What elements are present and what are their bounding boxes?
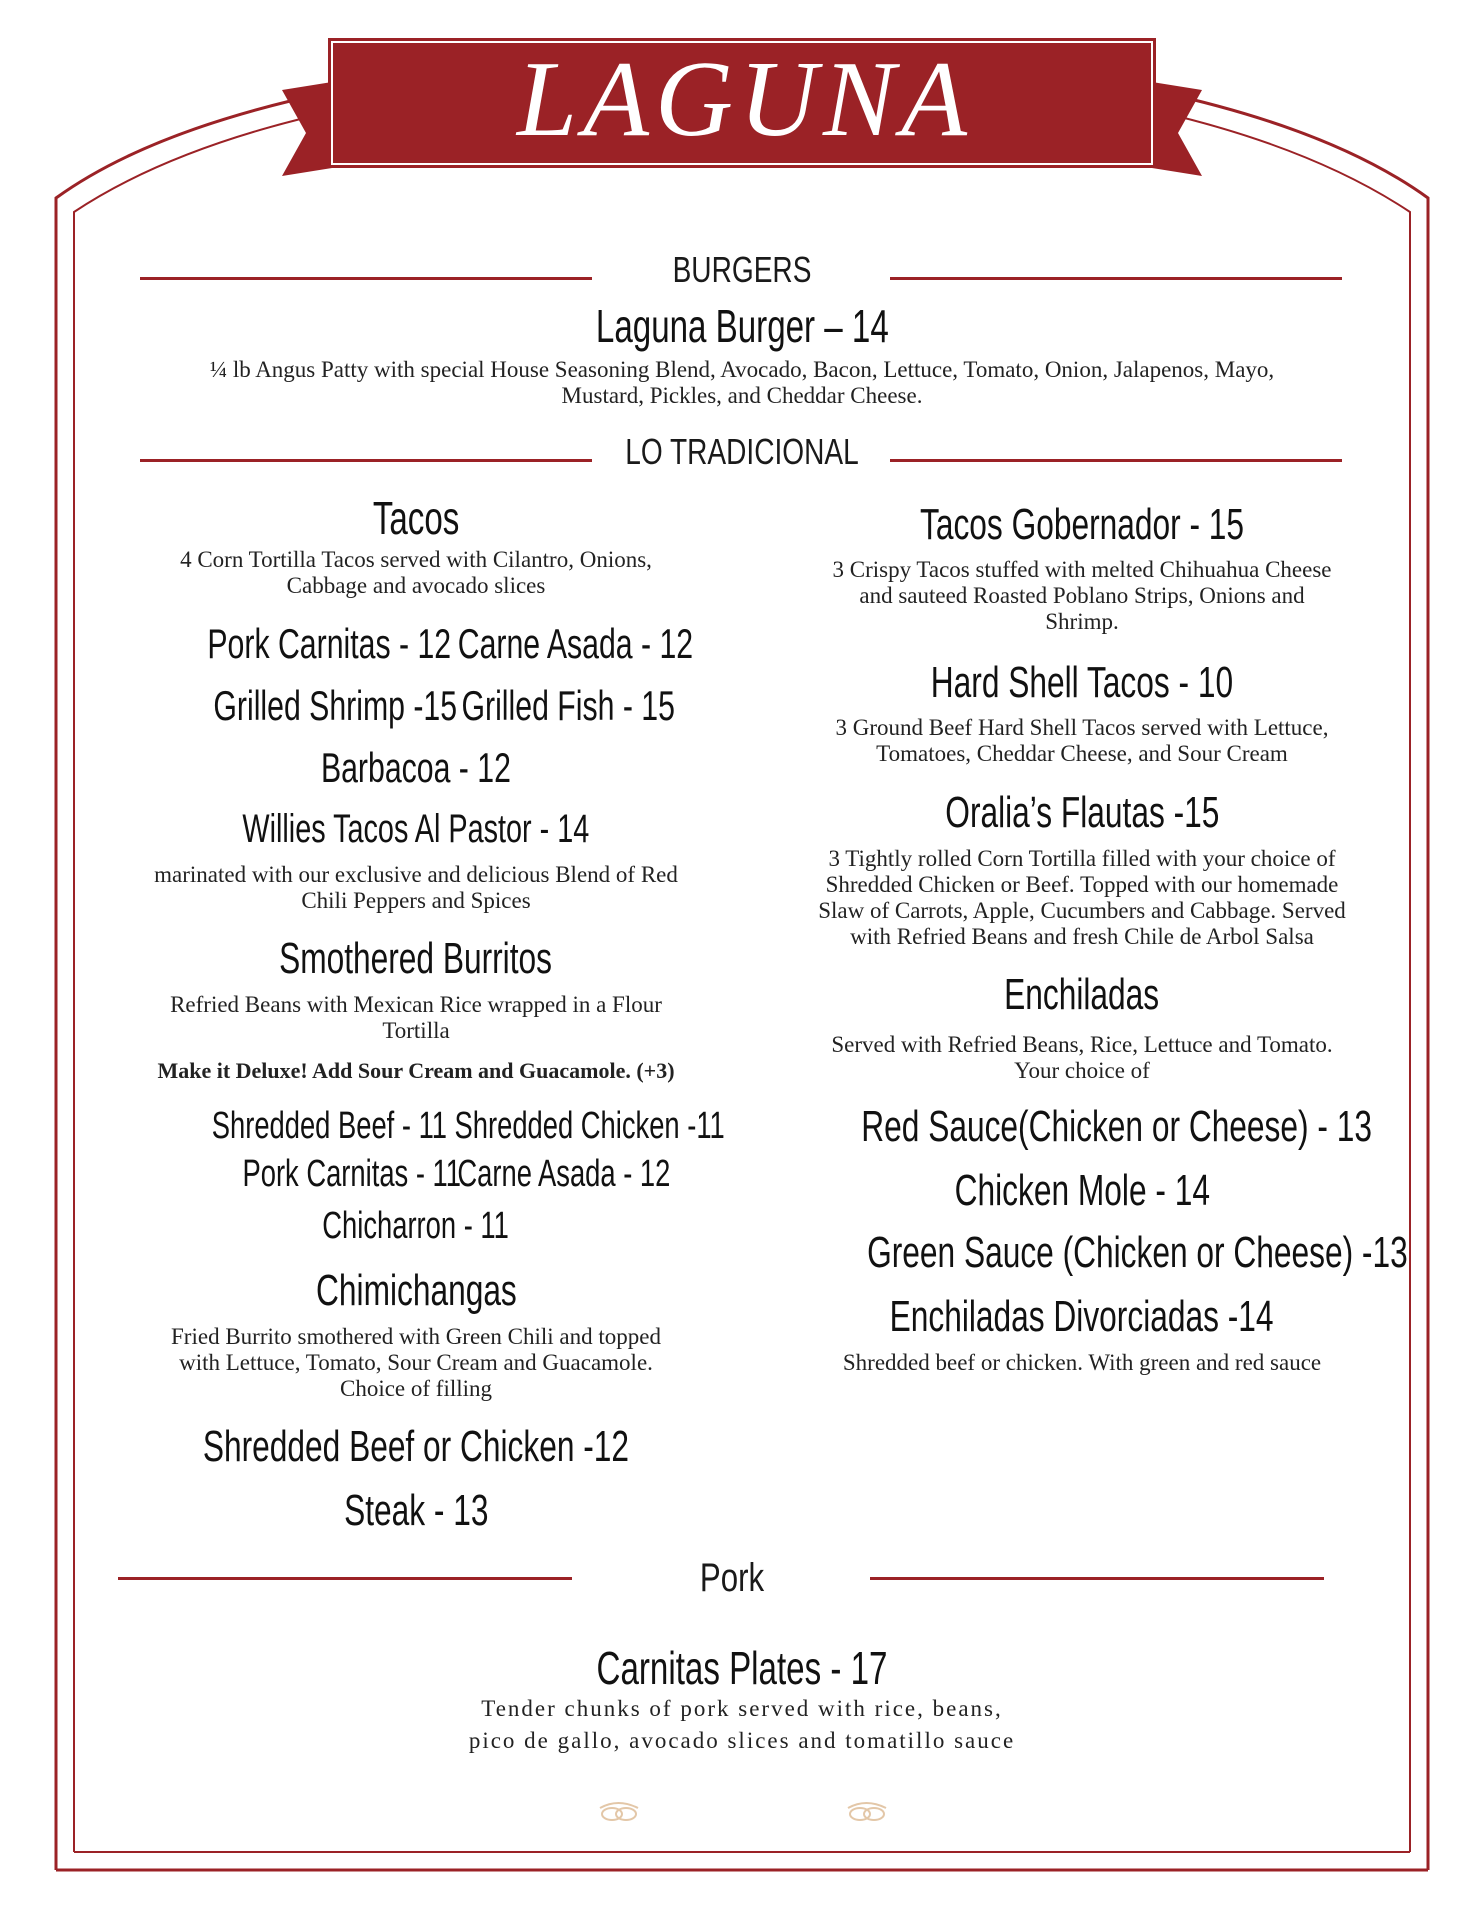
laguna-burger-desc-2: Mustard, Pickles, and Cheddar Cheese. [561, 383, 923, 408]
flautas-title: Oralia’s Flautas -15 [944, 788, 1220, 837]
chimichangas-desc-3: Choice of filling [339, 1376, 493, 1401]
section-rule [890, 277, 1342, 280]
section-rule [118, 1577, 572, 1580]
pork-header: Pork [699, 1556, 765, 1600]
gobernador-desc-1: 3 Crispy Tacos stuffed with melted Chihuahua Cheese [832, 557, 1332, 582]
burritos-option: Shredded Beef - 11 [211, 1105, 448, 1147]
chimichangas-desc-1: Fried Burrito smothered with Green Chili and topped [171, 1324, 661, 1349]
tacos-title: Tacos [372, 492, 460, 544]
enchiladas-option: Red Sauce(Chicken or Cheese) - 13 [861, 1102, 1372, 1151]
hard-shell-desc-2: Tomatoes, Cheddar Cheese, and Sour Cream [876, 741, 1288, 766]
section-rule [870, 1577, 1324, 1580]
chimichangas-title: Chimichangas [315, 1266, 517, 1315]
laguna-burger-title: Laguna Burger – 14 [595, 300, 889, 352]
gobernador-desc-3: Shrimp. [1045, 609, 1119, 634]
burritos-option: Carne Asada - 12 [457, 1153, 671, 1195]
chimichangas-option: Steak - 13 [343, 1486, 489, 1535]
chimichangas-option: Shredded Beef or Chicken -12 [202, 1422, 630, 1471]
al-pastor-desc-2: Chili Peppers and Spices [301, 888, 531, 913]
tacos-option: Grilled Fish - 15 [461, 682, 675, 729]
enchiladas-option: Chicken Mole - 14 [954, 1166, 1210, 1215]
hard-shell-title: Hard Shell Tacos - 10 [930, 658, 1234, 707]
tacos-option: Barbacoa - 12 [321, 744, 511, 791]
tacos-desc-1: 4 Corn Tortilla Tacos served with Cilantro, Onions, [180, 547, 652, 572]
laguna-burger-desc-1: ¼ lb Angus Patty with special House Seasoning Blend, Avocado, Bacon, Lettuce, Tomato, Onion, Jalapenos, Mayo, [209, 357, 1275, 382]
flautas-desc-1: 3 Tightly rolled Corn Tortilla filled with your choice of [828, 846, 1336, 871]
enchiladas-option: Green Sauce (Chicken or Cheese) -13 [867, 1228, 1408, 1277]
burritos-option: Chicharron - 11 [322, 1205, 510, 1247]
flautas-desc-3: Slaw of Carrots, Apple, Cucumbers and Cabbage. Served [818, 898, 1346, 923]
section-rule [140, 277, 592, 280]
burritos-desc-2: Tortilla [382, 1018, 450, 1043]
al-pastor-desc-1: marinated with our exclusive and delicious Blend of Red [154, 862, 678, 887]
enchiladas-desc-1: Served with Refried Beans, Rice, Lettuce and Tomato. [831, 1032, 1333, 1057]
lo-tradicional-header: LO TRADICIONAL [625, 431, 859, 472]
burritos-option: Pork Carnitas - 11 [242, 1153, 461, 1195]
burritos-desc-1: Refried Beans with Mexican Rice wrapped in a Flour [170, 992, 662, 1017]
flautas-desc-2: Shredded Chicken or Beef. Topped with our homemade [825, 872, 1339, 897]
restaurant-name: LAGUNA [516, 40, 974, 159]
burritos-title: Smothered Burritos [279, 934, 553, 983]
ornament-right-icon [848, 1803, 886, 1820]
enchiladas-divorciadas-desc: Shredded beef or chicken. With green and red sauce [842, 1350, 1322, 1375]
carnitas-plates-title: Carnitas Plates - 17 [596, 1642, 888, 1694]
gobernador-desc-2: and sauteed Roasted Poblano Strips, Onions and [859, 583, 1305, 608]
chimichangas-desc-2: with Lettuce, Tomato, Sour Cream and Guacamole. [179, 1350, 653, 1375]
hard-shell-desc-1: 3 Ground Beef Hard Shell Tacos served with Lettuce, [835, 715, 1329, 740]
flautas-desc-4: with Refried Beans and fresh Chile de Arbol Salsa [850, 924, 1314, 949]
burritos-deluxe: Make it Deluxe! Add Sour Cream and Guacamole. (+3) [157, 1058, 675, 1083]
tacos-option: Grilled Shrimp -15 [213, 682, 458, 729]
gobernador-title: Tacos Gobernador - 15 [919, 500, 1245, 549]
burritos-option: Shredded Chicken -11 [454, 1105, 725, 1147]
section-rule [890, 459, 1342, 462]
section-rule [140, 459, 592, 462]
enchiladas-desc-2: Your choice of [1014, 1058, 1150, 1083]
tacos-option: Pork Carnitas - 12 [207, 620, 452, 667]
enchiladas-title: Enchiladas [1004, 970, 1160, 1019]
carnitas-plates-desc-2: pico de gallo, avocado slices and tomatillo sauce [468, 1728, 1016, 1753]
carnitas-plates-desc-1: Tender chunks of pork served with rice, beans, [481, 1696, 1003, 1721]
enchiladas-option: Enchiladas Divorciadas -14 [890, 1292, 1274, 1341]
al-pastor-title: Willies Tacos Al Pastor - 14 [242, 807, 590, 851]
ornament-left-icon [600, 1803, 638, 1820]
burgers-header: BURGERS [672, 249, 812, 290]
tacos-option: Carne Asada - 12 [457, 620, 694, 667]
tacos-desc-2: Cabbage and avocado slices [286, 573, 546, 598]
